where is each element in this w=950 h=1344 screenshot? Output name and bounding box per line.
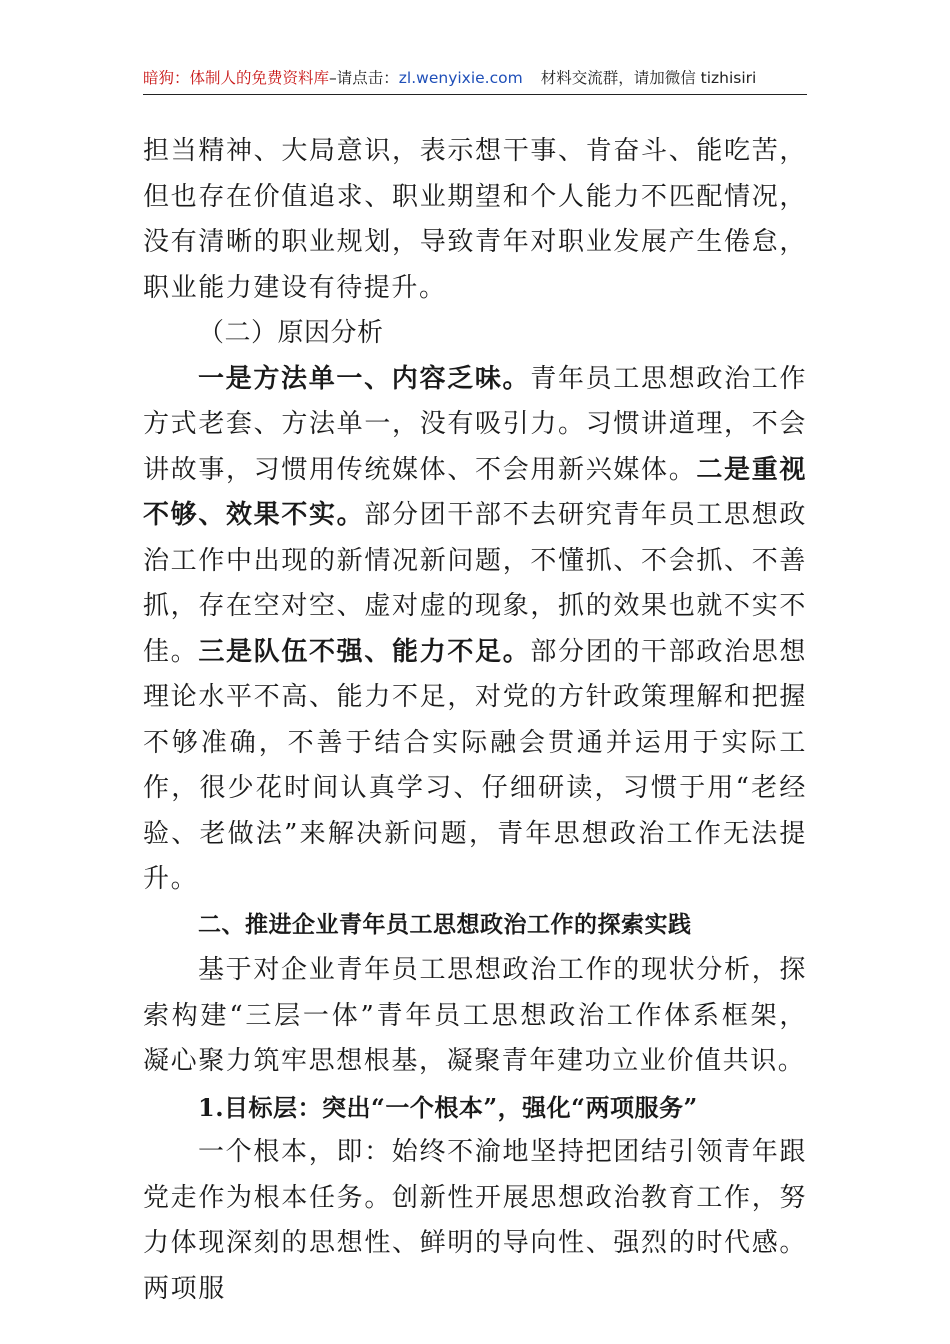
header-site-name: 暗狗：体制人的免费资料库 (143, 69, 330, 87)
point-1-title: 一是方法单一、内容乏味。 (198, 363, 531, 394)
point-2-title: 二是重视不够、效果不实。 (143, 454, 807, 530)
paragraph-intro: 基于对企业青年员工思想政治工作的现状分析，探索构建“三层一体”青年员工思想政治工作体系框架，凝心聚力筑牢思想根基，凝聚青年建功立业价值共识。 (143, 955, 807, 1076)
document-body (143, 129, 807, 1312)
point-3-title: 三是队伍不强、能力不足。 (198, 636, 531, 667)
paragraph-cause-analysis (143, 357, 807, 903)
page-header (143, 62, 807, 95)
point-3-text: 部分团的干部政治思想理论水平不高、能力不足，对党的方针政策理解和把握不够准确，不善于结合实际融会贯通并运用于实际工作，很少花时间认真学习、仔细研读，习惯于用“老经验、老做法”来解决新问题，青年思想政治工作无法提升。 (143, 636, 807, 894)
paragraph-one-fundamental: 一个根本，即：始终不渝地坚持把团结引领青年跟党走作为根本任务。创新性开展思想政治教育工作，努力体现深刻的思想性、鲜明的导向性、强烈的时代感。两项服 (143, 1137, 807, 1304)
header-click-prompt: –请点击： (329, 69, 399, 87)
header-wechat-note: 材料交流群，请加微信 tizhisiri (540, 69, 757, 87)
section-title-cause-analysis: （二）原因分析 (198, 318, 384, 348)
point-1-text: 青年员工思想政治工作方式老套、方法单一，没有吸引力。习惯讲道理，不会讲故事，习惯用传统媒体、不会用新兴媒体。 (143, 363, 807, 485)
heading-exploration-practice: 二、推进企业青年员工思想政治工作的探索实践 (198, 911, 692, 938)
subheading-target-layer: 1.目标层：突出“一个根本”，强化“两项服务” (198, 1092, 698, 1122)
paragraph-continued: 担当精神、大局意识，表示想干事、肯奋斗、能吃苦，但也存在价值追求、职业期望和个人能力不匹配情况，没有清晰的职业规划，导致青年对职业发展产生倦怠，职业能力建设有待提升。 (143, 136, 807, 303)
header-link[interactable]: zl.wenyixie.com (398, 69, 523, 87)
point-2-text: 部分团干部不去研究青年员工思想政治工作中出现的新情况新问题，不懂抓、不会抓、不善抓，存在空对空、虚对虚的现象，抓的效果也就不实不佳。 (143, 500, 807, 667)
